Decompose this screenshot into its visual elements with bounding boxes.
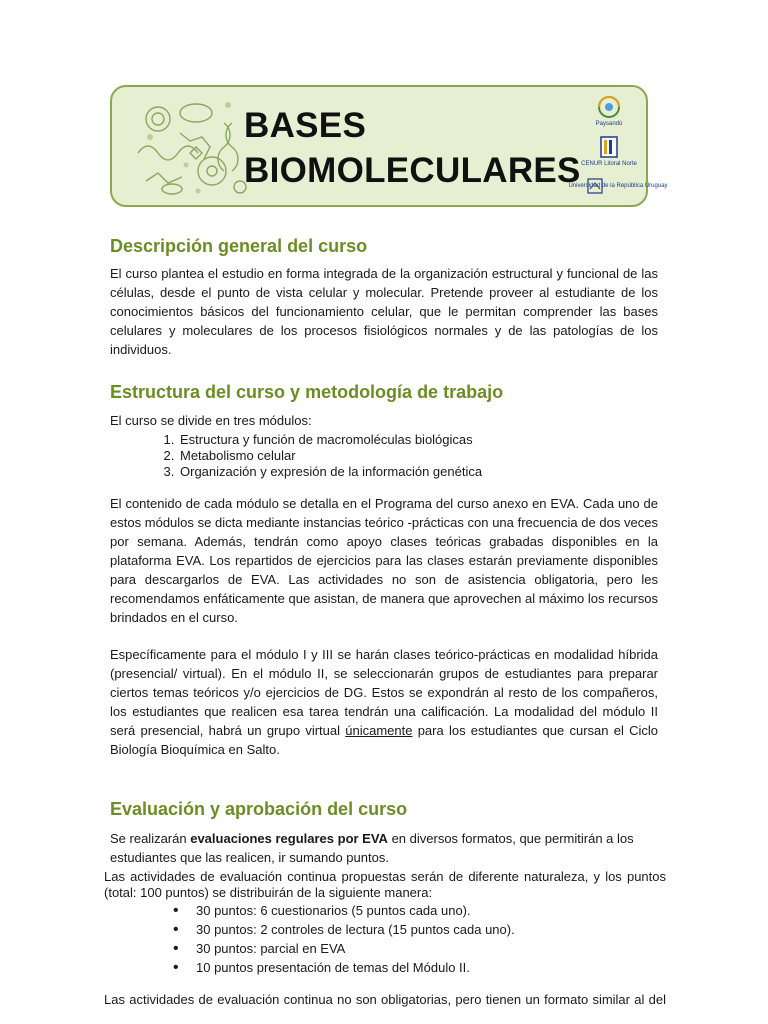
para2-text-a: Específicamente para el módulo I y III se harán clases teórico-prácticas en modalidad híbrida (presencial/ virtual). En el módulo II, se seleccionarán grupos de estudiantes para preparar ciertos temas teóricos y/o ejercicios de DG. Estos se expondrán al resto de los compañeros, los estudiantes que realicen esa tarea tendrán una calificación. La modalidad del módulo II será presencial, habrá un grupo virtual (110, 647, 658, 738)
structure-paragraph-2 (110, 645, 658, 759)
eval-p1-b: en diversos formatos, que permitirán a los (387, 831, 634, 846)
svg-text:CENUR Litoral Norte: CENUR Litoral Norte (581, 161, 637, 167)
svg-text:Paysandú: Paysandú (595, 121, 623, 127)
structure-paragraph-1: El contenido de cada módulo se detalla en el Programa del curso anexo en EVA. Cada uno de estos módulos se dicta mediante instancias teórico -prácticas con una frecuencia de dos veces por semana. Además, tendrán como apoyo clases teóricas grabadas disponibles en la plataforma EVA. Los repartidos de ejercicios para las clases estarán previamente disponibles para descargarlos de EVA. Las actividades no son de asistencia obligatoria, pero les recomendamos enfáticamente que asistan, de manera que aprovechen al máximo los recursos brindados en el curso. (110, 496, 658, 625)
points-item: • 30 puntos: 2 controles de lectura (15 puntos cada uno). (196, 920, 515, 939)
course-banner (110, 85, 668, 207)
section-heading-description: Descripción general del curso (110, 236, 368, 256)
eval-p1-a: Se realizarán (110, 831, 191, 846)
evaluation-paragraph-2-line-2: (total: 100 puntos) se distribuirán de la siguiente manera: (104, 885, 433, 900)
evaluation-paragraph-1 (110, 829, 659, 848)
section-heading-structure: Estructura del curso y metodología de trabajo (110, 382, 504, 402)
module-item: 3. Organización y expresión de la información genética (178, 464, 482, 480)
modules-intro: El curso se divide en tres módulos: (110, 413, 312, 428)
module-item: 2. Metabolismo celular (178, 448, 482, 464)
section-heading-evaluation: Evaluación y aprobación del curso (110, 799, 408, 819)
points-item: • 30 puntos: parcial en EVA (196, 939, 515, 958)
points-item: • 10 puntos presentación de temas del Módulo II. (196, 958, 515, 977)
points-item: • 30 puntos: 6 cuestionarios (5 puntos cada uno). (196, 901, 515, 920)
evaluation-paragraph-2-line-1: Las actividades de evaluación continua propuestas serán de diferente naturaleza, y los puntos (104, 869, 666, 884)
paysandu-logo (596, 97, 623, 127)
module-item: 1. Estructura y función de macromoléculas biológicas (178, 432, 482, 448)
para2-text-b: para los estudiantes que cursan el Ciclo Biología Bioquímica en Salto. (110, 723, 658, 757)
points-list (170, 901, 515, 977)
course-description: El curso plantea el estudio en forma integrada de la organización estructural y funcional de las células, desde el punto de vista celular y molecular. Pretende proveer al estudiante de los conocimientos básicos del funcionamiento celular, que le permitan comprender las bases celulares y moleculares de los procesos fisiológicos normales y de las patologías de los individuos. (110, 266, 658, 357)
evaluation-paragraph-1-line-2: estudiantes que las realicen, ir sumando puntos. (110, 850, 389, 865)
institution-logos (568, 93, 668, 205)
udelar-logo (568, 179, 667, 193)
modules-list (150, 432, 482, 480)
course-title-line-2: BIOMOLECULARES (244, 151, 581, 190)
cenur-logo (581, 137, 637, 167)
evaluation-paragraph-3: Las actividades de evaluación continua no son obligatorias, pero tienen un formato similar al del (104, 992, 666, 1007)
course-title (244, 103, 581, 193)
eval-p1-bold: evaluaciones regulares por EVA (190, 831, 388, 846)
para2-underlined: únicamente (345, 723, 413, 738)
svg-text:Universidad de la República Ur: Universidad de la República Uruguay (568, 183, 668, 189)
course-title-line-1: BASES (244, 106, 367, 145)
